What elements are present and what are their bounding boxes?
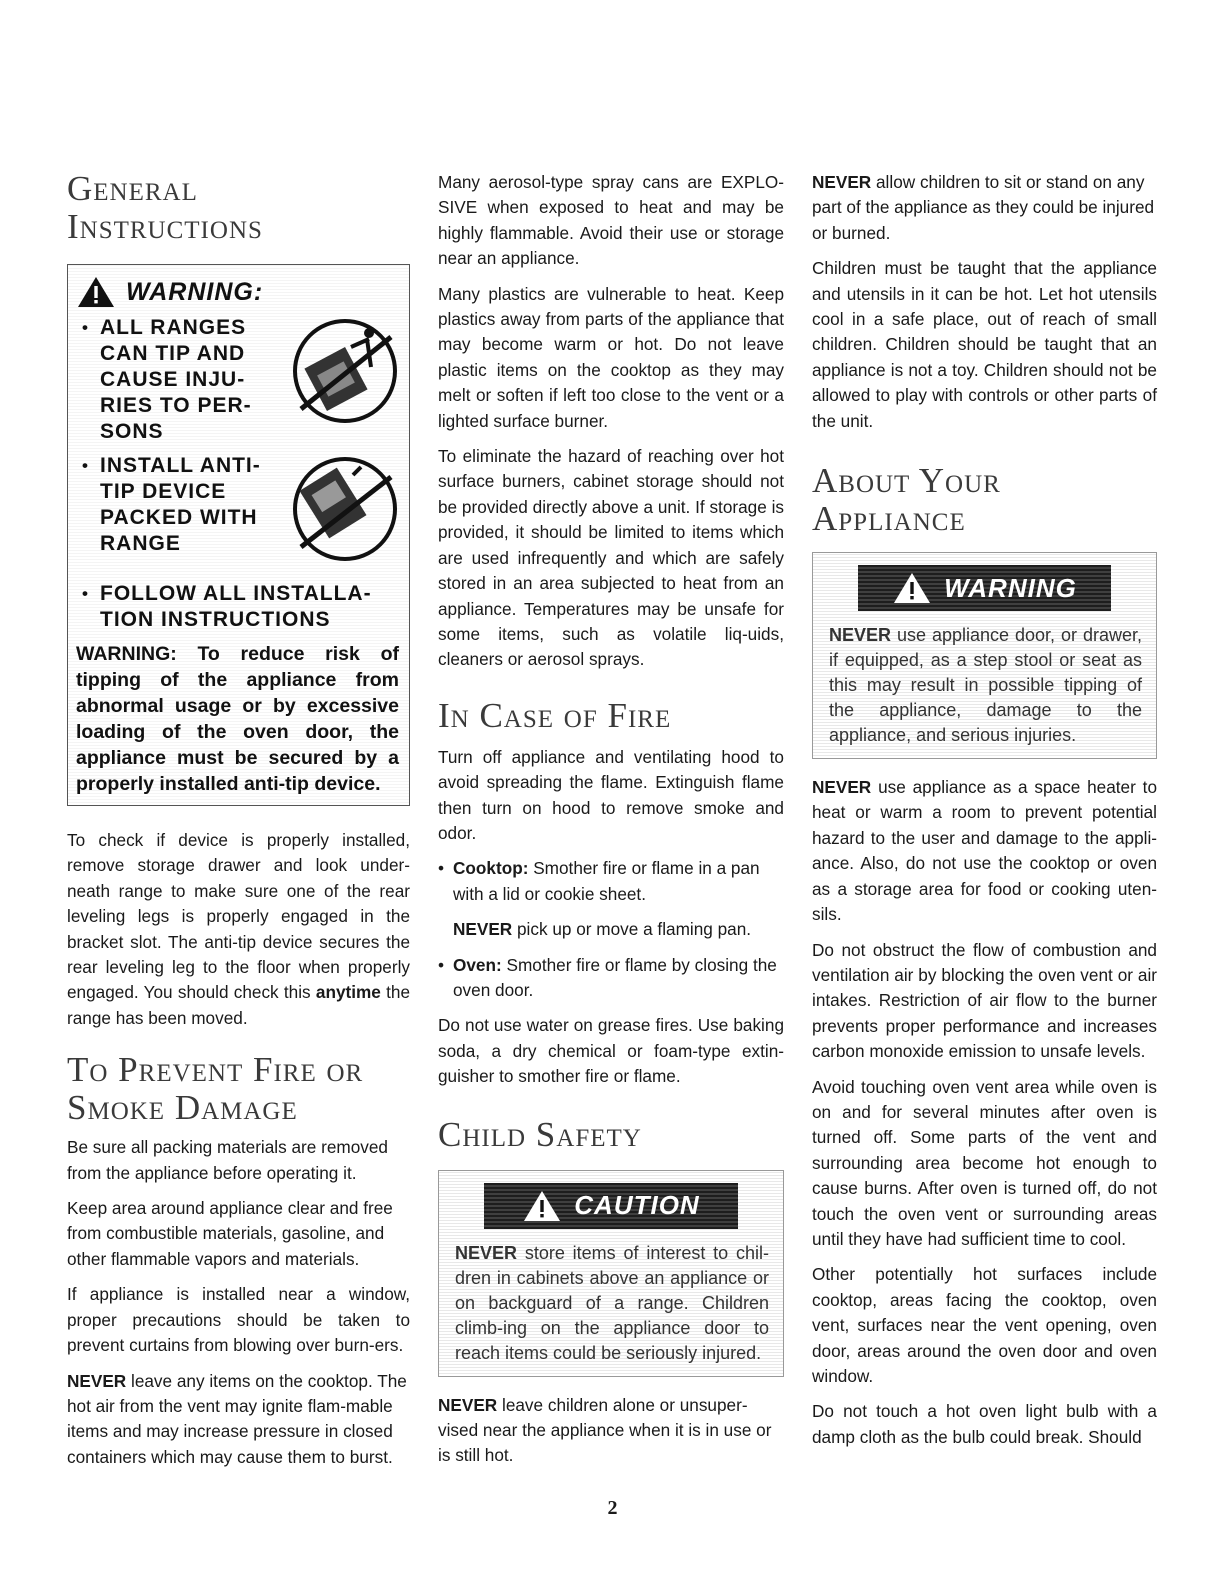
title-line: General <box>67 169 198 208</box>
paragraph: Many aerosol-type spray cans are EXPLO-SIVE when exposed to heat and may be highly flammable. Avoid their use or storage near an appliance. <box>438 172 784 269</box>
keyword: Oven: <box>453 954 502 975</box>
title-line: To Prevent Fire or <box>67 1050 364 1090</box>
list-item <box>438 856 784 907</box>
warning-banner-text <box>813 619 1156 758</box>
paragraph-text: use appliance as a space heater to heat or warm a room to prevent potential hazard to the user and damage to the appli-ance. Also, do not use the cooktop or oven as a storage area for food or cooking uten-sils. <box>812 777 1158 925</box>
anti-tip-device-icon <box>291 455 399 563</box>
title-line: Instructions <box>67 207 263 246</box>
keyword: NEVER <box>453 919 513 940</box>
warning-triangle-icon <box>892 571 932 605</box>
range-tipping-icon <box>291 317 399 425</box>
column-3 <box>812 170 1157 1460</box>
paragraph: Be sure all packing materials are removed from the appliance before operating it. <box>67 1137 388 1183</box>
page-number: 2 <box>607 1497 618 1519</box>
title-line: Appliance <box>812 499 966 539</box>
warning-banner-title: WARNING <box>944 572 1077 603</box>
paragraph-text: leave children alone or unsuper-vised near the appliance when it is in use or is still hot. <box>438 1394 772 1466</box>
caution-text <box>439 1237 783 1376</box>
paragraph-text: leave any items on the cooktop. The hot air from the vent may ignite flam-mable items and may increase pressure in closed containers which may cause them to burst. <box>67 1370 407 1467</box>
caution-banner <box>484 1183 739 1229</box>
keyword: anytime <box>315 982 381 1003</box>
keyword: NEVER <box>812 777 872 798</box>
warning-title: WARNING: <box>126 277 264 306</box>
paragraph <box>67 1369 410 1471</box>
paragraph <box>812 775 1157 927</box>
warning-triangle-icon <box>76 275 116 309</box>
keyword: NEVER <box>455 1242 518 1263</box>
warning-header <box>76 275 399 309</box>
paragraph: To eliminate the hazard of reaching over hot surface burners, cabinet storage should not be provided directly above a unit. If storage is provided, it should be limited to items which are used infrequently and which are safely stored in an area subjected to heat from an appliance. Temperatures may be unsafe for some items, such as volatile liq-uids, cleaners or aerosol sprays. <box>438 446 784 670</box>
paragraph: Children must be taught that the appliance and utensils in it can be hot. Let hot utensils cool in a safe place, out of reach of small children. Children should be taught that an appliance is not a toy. Children should not be allowed to play with controls or other parts of the unit. <box>812 258 1157 431</box>
paragraph: Do not obstruct the flow of combustion and ventilation air by blocking the oven vent or air intakes. Restriction of air flow to the burner prevents proper performance and increases carbon monoxide emission to unsafe levels. <box>812 939 1157 1062</box>
paragraph: Turn off appliance and ventilating hood to avoid spreading the flame. Extinguish flame then turn on hood to remove smoke and odor. <box>438 746 784 843</box>
warning-item <box>76 315 399 445</box>
paragraph: If appliance is installed near a window, proper precautions should be taken to prevent curtains from blowing over burn-ers. <box>67 1284 410 1356</box>
warning-text: WARNING: To reduce risk of tipping of the appliance from abnormal usage or by excessive loading of the oven door, the appliance must be secured by a properly installed anti-tip device. <box>76 643 399 795</box>
paragraph <box>438 917 784 942</box>
check-text-end: the range has been moved. <box>67 982 411 1028</box>
warning-item-text: ALL RANGES CAN TIP AND CAUSE INJU-RIES TO PER-SONS <box>100 316 252 443</box>
paragraph: Many plastics are vulnerable to heat. Keep plastics away from parts of the appliance that may become warm or hot. Do not leave plastic items on the cooktop as they may melt or soften if left too close to the vent or a lighted surface burner. <box>438 283 784 431</box>
column-2 <box>438 170 784 1479</box>
fire-list <box>438 856 784 907</box>
paragraph: Keep area around appliance clear and free from combustible materials, gasoline, and other flammable vapors and materials. <box>67 1198 393 1269</box>
list-item <box>438 953 784 1004</box>
warning-item-text: FOLLOW ALL INSTALLA-TION INSTRUCTIONS <box>100 582 372 631</box>
paragraph: Other potentially hot surfaces include cooktop, areas facing the cooktop, oven vent, surfaces near the vent opening, oven door, areas around the oven door and oven window. <box>812 1264 1157 1386</box>
paragraph-text: pick up or move a flaming pan. <box>517 919 752 940</box>
keyword: NEVER <box>812 172 872 192</box>
paragraph: Do not touch a hot oven light bulb with a damp cloth as the bulb could break. Should <box>812 1401 1157 1447</box>
caution-title: CAUTION <box>574 1190 700 1221</box>
warning-item <box>76 453 399 573</box>
paragraph <box>438 1393 784 1469</box>
fire-list <box>438 953 784 1004</box>
section-title-fire: In Case of Fire <box>438 695 672 735</box>
caution-body: store items of interest to chil-dren in cabinets above an appliance or on backguard of a range. Children climb-ing on the appliance door to reach items could be seriously injured. <box>455 1242 769 1363</box>
section-title-prevent <box>67 1051 410 1127</box>
warning-list <box>76 315 399 633</box>
warning-item-text: INSTALL ANTI-TIP DEVICE PACKED WITH RANGE <box>100 454 261 555</box>
list-item-text: Smother fire or flame in a pan with a lid or cookie sheet. <box>453 858 760 904</box>
warning-box-appliance <box>812 552 1157 759</box>
title-line: Smoke Damage <box>67 1088 298 1128</box>
warning-banner <box>858 565 1112 611</box>
list-item-text: Smother fire or flame by closing the oven door. <box>453 954 777 1000</box>
warning-banner-body: use appliance door, or drawer, if equipped, as a step stool or seat as this may result in possible tipping of the appliance, damage to the appliance, and serious injuries. <box>829 625 1142 746</box>
paragraph-text: allow children to sit or stand on any part of the appliance as they could be injured or burned. <box>812 172 1155 243</box>
check-text: To check if device is properly installed, remove storage drawer and look under-neath range to make sure one of the rear leveling legs is properly engaged in the bracket slot. The anti-tip device secures the rear leveling leg to the floor when properly engaged. You should check this <box>67 830 410 1003</box>
keyword: Cooktop: <box>453 858 529 879</box>
paragraph <box>67 828 410 1031</box>
paragraph: Avoid touching oven vent area while oven is on and for several minutes after oven is turned off. Some parts of the vent and surrounding area become hot enough to cause burns. After oven is turned off, do not touch the oven vent or surrounding areas until they have had sufficient time to cool. <box>812 1076 1157 1249</box>
column-1 <box>67 170 410 1480</box>
keyword: NEVER <box>67 1370 127 1391</box>
warning-triangle-icon <box>522 1189 562 1223</box>
warning-box <box>67 264 410 806</box>
title-line: About Your <box>812 461 1001 501</box>
section-title-about <box>812 462 1157 538</box>
keyword: NEVER <box>829 625 892 646</box>
warning-item <box>76 581 399 633</box>
caution-box <box>438 1170 784 1377</box>
paragraph <box>812 170 1157 246</box>
section-title-child: Child Safety <box>438 1114 642 1154</box>
paragraph: Do not use water on grease fires. Use baking soda, a dry chemical or foam-type extin-guisher to smother fire or flame. <box>438 1015 784 1087</box>
section-title-general <box>67 170 410 246</box>
keyword: NEVER <box>438 1394 498 1415</box>
